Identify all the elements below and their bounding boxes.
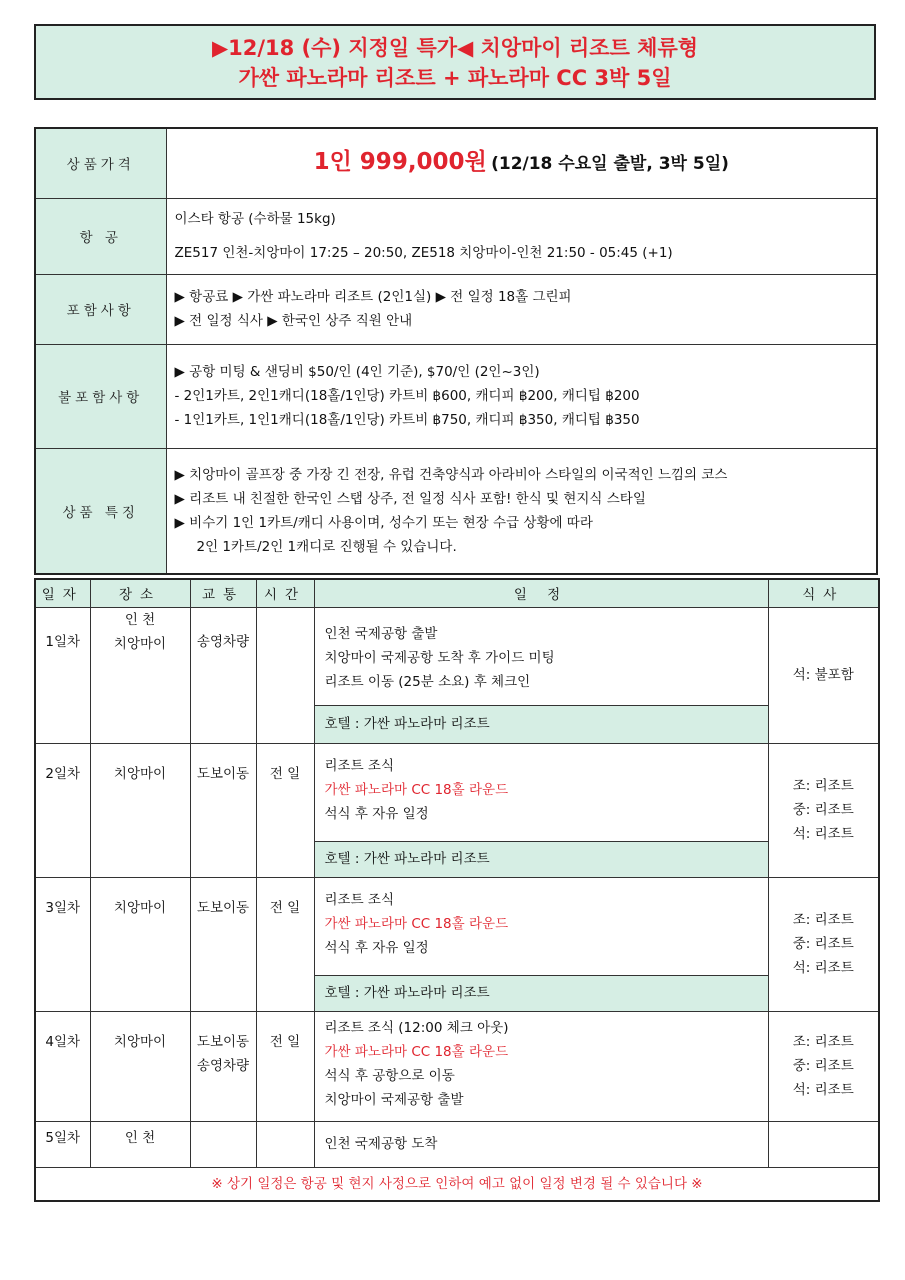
meal-line: 석: 불포함 xyxy=(792,667,854,683)
itinerary-cell xyxy=(314,1121,768,1167)
features-line-3: ▶ 비수기 1인 1카트/캐디 사용이며, 성수기 또는 현장 수급 상황에 따라 xyxy=(174,514,593,531)
features-cell xyxy=(166,448,877,574)
itinerary-table xyxy=(34,578,880,1202)
meal-cell xyxy=(768,877,879,1011)
itinerary-item: 가싼 파노라마 CC 18홀 라운드 xyxy=(324,781,509,798)
included-label: 포함사항 xyxy=(35,274,166,344)
itinerary-item: 가싼 파노라마 CC 18홀 라운드 xyxy=(324,915,509,932)
itinerary-cell xyxy=(314,1011,768,1121)
meal-line: 조: 리조트 xyxy=(792,1034,854,1050)
itinerary-item: 리조트 조식 xyxy=(324,891,394,908)
features-line-2: ▶ 리조트 내 친절한 한국인 스탭 상주, 전 일정 식사 포함! 한식 및 현지식 스타일 xyxy=(174,490,646,507)
header-time: 시간 xyxy=(256,579,314,607)
flight-cell xyxy=(166,198,877,274)
itinerary-cell xyxy=(314,743,768,841)
meal-line: 조: 리조트 xyxy=(792,912,854,928)
price-sub: (12/18 수요일 출발, 3박 5일) xyxy=(491,153,729,174)
day-cell: 4일차 xyxy=(35,1011,90,1121)
time-cell: 전 일 xyxy=(256,743,314,877)
itinerary-item: 리조트 조식 xyxy=(324,757,394,774)
itinerary-item: 치앙마이 국제공항 출발 xyxy=(324,1091,464,1108)
table-row xyxy=(35,743,879,841)
excluded-line-2: - 2인1카트, 2인1캐디(18홀/1인당) 카트비 ฿600, 캐디피 ฿200, 캐디팁 ฿200 xyxy=(174,388,640,404)
header-transport: 교통 xyxy=(190,579,256,607)
transport-cell xyxy=(190,1121,256,1167)
place-cell xyxy=(90,607,190,743)
transport-cell xyxy=(190,1011,256,1121)
table-row xyxy=(35,877,879,975)
excluded-label: 불포함사항 xyxy=(35,344,166,448)
features-line-1: ▶ 치앙마이 골프장 중 가장 긴 전장, 유럽 건축양식과 아라비아 스타일의 이국적인 느낌의 코스 xyxy=(174,466,728,483)
meal-line: 석: 리조트 xyxy=(792,960,854,976)
itinerary-cell xyxy=(314,877,768,975)
flight-label: 항 공 xyxy=(35,198,166,274)
itinerary-item: 인천 국제공항 도착 xyxy=(324,1136,438,1152)
place-cell: 인 천 xyxy=(90,1121,190,1167)
flight-line-2: ZE517 인천-치앙마이 17:25 – 20:50, ZE518 치앙마이-인천 21:50 - 05:45 (+1) xyxy=(174,245,673,261)
meal-cell xyxy=(768,1011,879,1121)
itinerary-item: 석식 후 자유 일정 xyxy=(324,939,429,956)
price-label: 상품가격 xyxy=(35,128,166,198)
excluded-cell xyxy=(166,344,877,448)
day-cell: 1일차 xyxy=(35,607,90,743)
meal-line: 조: 리조트 xyxy=(792,778,854,794)
header-meal: 식사 xyxy=(768,579,879,607)
hotel-cell: 호텔 : 가싼 파노라마 리조트 xyxy=(314,705,768,743)
meal-line: 중: 리조트 xyxy=(792,1058,854,1074)
table-row xyxy=(35,607,879,705)
banner-line-2: 가싼 파노라마 리조트 + 파노라마 CC 3박 5일 xyxy=(238,66,672,90)
place-line-2: 치앙마이 xyxy=(113,635,167,652)
features-label: 상품 특징 xyxy=(35,448,166,574)
header-itinerary: 일 정 xyxy=(314,579,768,607)
transport-cell: 도보이동 xyxy=(190,877,256,1011)
title-banner xyxy=(34,24,876,100)
meal-line: 중: 리조트 xyxy=(792,936,854,952)
header-place: 장소 xyxy=(90,579,190,607)
itinerary-item: 인천 국제공항 출발 xyxy=(324,625,438,642)
place-line-1: 인 천 xyxy=(124,611,156,628)
price-cell xyxy=(166,128,877,198)
flight-line-1: 이스타 항공 (수하물 15kg) xyxy=(174,211,336,227)
banner-line-1: ▶12/18 (수) 지정일 특가◀ 치앙마이 리조트 체류형 xyxy=(211,36,699,60)
itinerary-item: 석식 후 공항으로 이동 xyxy=(324,1067,455,1084)
transport-line: 송영차량 xyxy=(196,1057,250,1074)
transport-cell: 송영차량 xyxy=(190,607,256,743)
meal-line: 중: 리조트 xyxy=(792,802,854,818)
place-cell: 치앙마이 xyxy=(90,743,190,877)
table-row xyxy=(35,1011,879,1121)
table-row xyxy=(35,1121,879,1167)
excluded-line-3: - 1인1카트, 1인1캐디(18홀/1인당) 카트비 ฿750, 캐디피 ฿350, 캐디팁 ฿350 xyxy=(174,412,640,428)
transport-line: 도보이동 xyxy=(196,1033,250,1050)
time-cell xyxy=(256,1121,314,1167)
excluded-line-1: ▶ 공항 미팅 & 샌딩비 $50/인 (4인 기준), $70/인 (2인~3인) xyxy=(174,364,540,380)
meal-line: 석: 리조트 xyxy=(792,1082,854,1098)
itinerary-item: 리조트 조식 (12:00 체크 아웃) xyxy=(324,1019,509,1036)
itinerary-item: 리조트 이동 (25분 소요) 후 체크인 xyxy=(324,673,531,690)
day-cell: 2일차 xyxy=(35,743,90,877)
itinerary-item: 석식 후 자유 일정 xyxy=(324,805,429,822)
meal-cell xyxy=(768,607,879,743)
included-cell xyxy=(166,274,877,344)
meal-cell xyxy=(768,1121,879,1167)
header-day: 일자 xyxy=(35,579,90,607)
transport-cell: 도보이동 xyxy=(190,743,256,877)
time-cell xyxy=(256,607,314,743)
day-cell: 3일차 xyxy=(35,877,90,1011)
hotel-cell: 호텔 : 가싼 파노라마 리조트 xyxy=(314,841,768,877)
place-cell: 치앙마이 xyxy=(90,1011,190,1121)
place-cell: 치앙마이 xyxy=(90,877,190,1011)
meal-cell xyxy=(768,743,879,877)
itinerary-item: 치앙마이 국제공항 도착 후 가이드 미팅 xyxy=(324,649,555,666)
day-cell: 5일차 xyxy=(35,1121,90,1167)
time-cell: 전 일 xyxy=(256,877,314,1011)
itinerary-cell xyxy=(314,607,768,705)
product-info-table xyxy=(34,127,878,575)
features-line-4: 2인 1카트/2인 1캐디로 진행될 수 있습니다. xyxy=(196,538,457,555)
time-cell: 전 일 xyxy=(256,1011,314,1121)
included-line-2: ▶ 전 일정 식사 ▶ 한국인 상주 직원 안내 xyxy=(174,313,413,329)
meal-line: 석: 리조트 xyxy=(792,826,854,842)
itinerary-item: 가싼 파노라마 CC 18홀 라운드 xyxy=(324,1043,509,1060)
included-line-1: ▶ 항공료 ▶ 가싼 파노라마 리조트 (2인1실) ▶ 전 일정 18홀 그린피 xyxy=(174,289,572,305)
price-main: 1인 999,000원 xyxy=(313,148,487,175)
schedule-notice: ※ 상기 일정은 항공 및 현지 사정으로 인하여 예고 없이 일정 변경 될 수 있습니다 ※ xyxy=(35,1167,879,1201)
hotel-cell: 호텔 : 가싼 파노라마 리조트 xyxy=(314,975,768,1011)
